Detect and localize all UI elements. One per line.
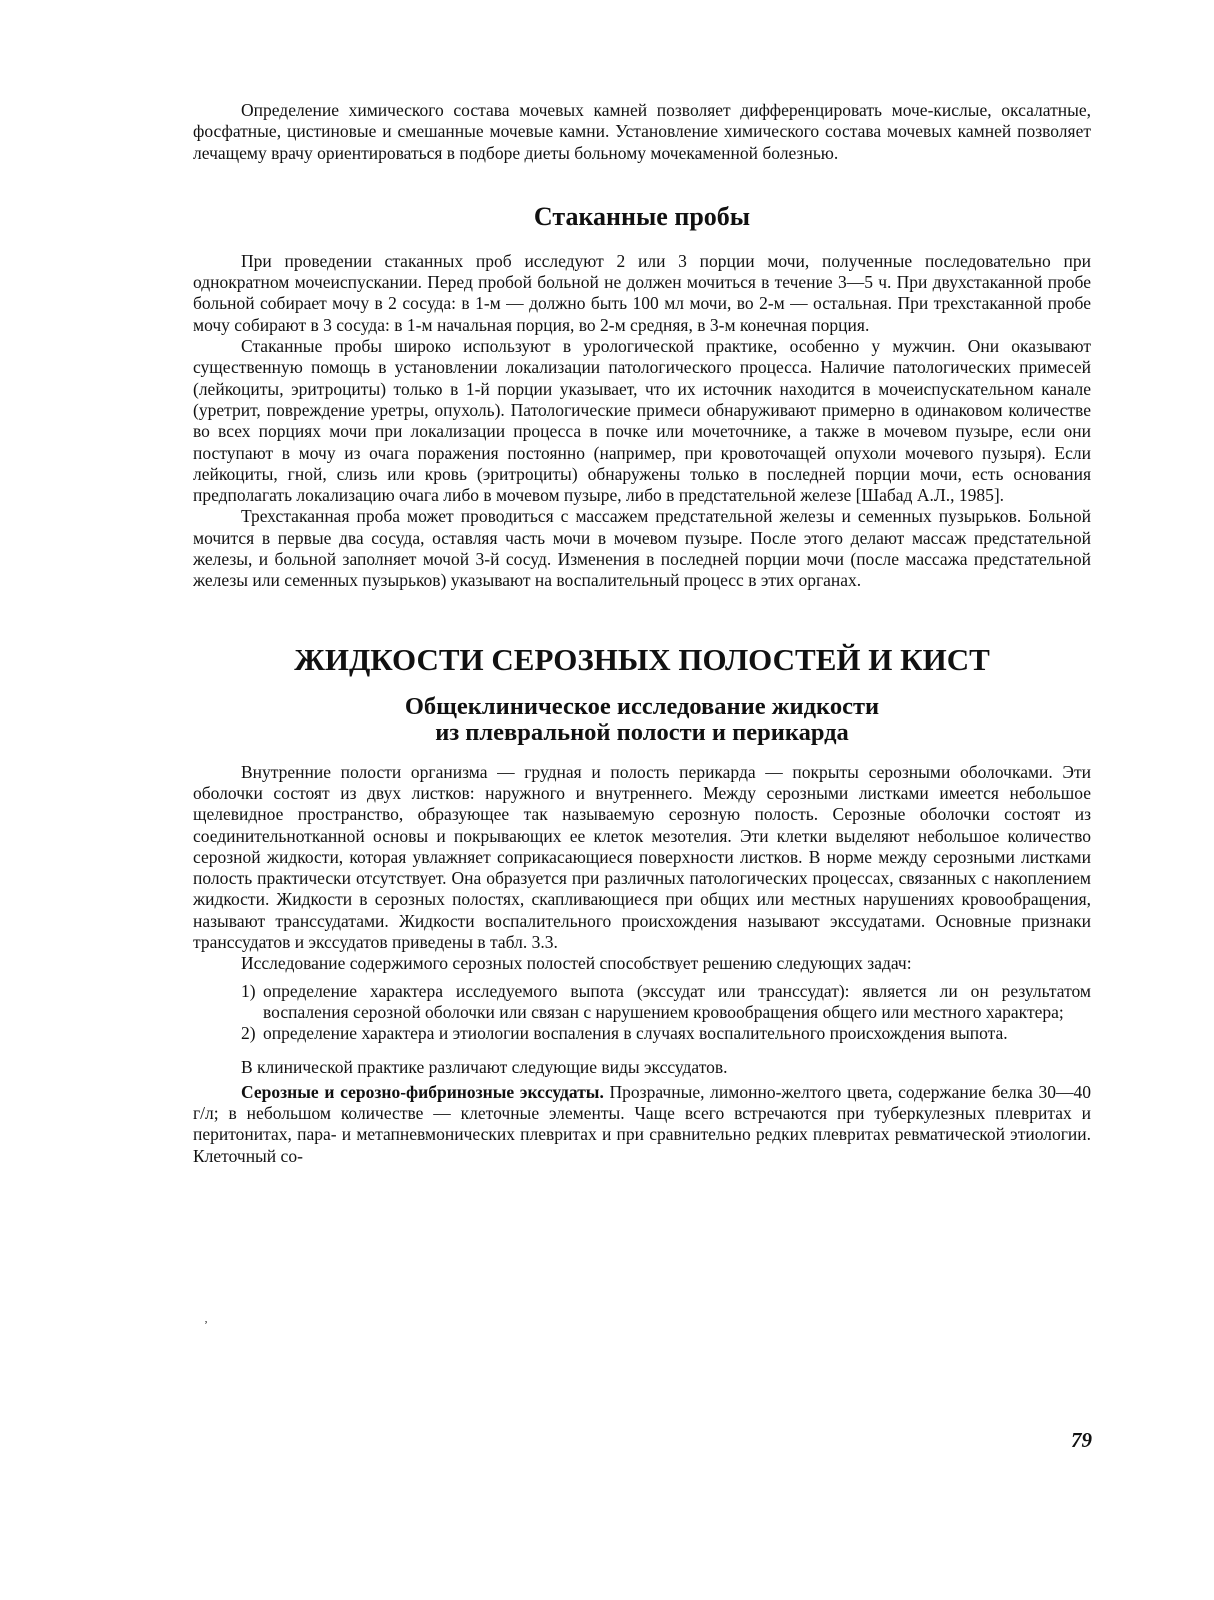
list-item <box>193 981 1091 1024</box>
list-item-number: 1) <box>241 980 256 1001</box>
serous-paragraph-3: В клинической практике различают следующие виды экссудатов. <box>241 1056 728 1077</box>
subsection-heading-line-2: из плевральной полости и перикарда <box>435 718 849 746</box>
document-page <box>193 100 1091 1167</box>
subsection-heading <box>193 694 1091 746</box>
subsection-heading-line-1: Общеклиническое исследование жидкости <box>404 692 880 720</box>
intro-paragraph: Определение химического состава мочевых камней позволяет дифференцировать моче-кислые, оксалатные, фосфатные, цистиновые и смешанные мочевые камни. Установление химического состава мочевых камней позволяет лечащему врачу ориентироваться в подборе диеты больному мочекаменной болезнью. <box>193 100 1091 163</box>
list-item <box>193 1023 1091 1044</box>
serous-paragraph-4 <box>193 1082 1091 1167</box>
serous-paragraph-1: Внутренние полости организма — грудная и полость перикарда — покрыты серозными оболочками. Эти оболочки состоят из двух листков: наружного и внутреннего. Между серозными листками имеется небольшое щелевидное пространство, образующее так называемую серозную полость. Серозные оболочки состоят из соединительнотканной основы и покрывающих ее клеток мезотелия. Эти клетки выделяют небольшое количество серозной жидкости, которая увлажняет соприкасающиеся поверхности листков. В норме между серозными листками полость практически отсутствует. Она образуется при различных патологических процессах, связанных с накоплением жидкости. Жидкости в серозных полостях, скапливающиеся при общих или местных нарушениях кровообращения, называют транссудатами. Жидкости воспалительного происхождения называют экссудатами. Основные признаки транссудатов и экссудатов приведены в табл. 3.3. <box>193 761 1091 953</box>
list-item-number: 2) <box>241 1023 256 1044</box>
exudate-type-description: Прозрачные, лимонно-желтого цвета, содержание белка 30—40 г/л; в небольшом количестве — клеточные элементы. Чаще всего встречаются при туберкулезных плевритах и перитонитах, пара- и метапневмонических плевритах и при сравнительно редких плевритах ревматической этиологии. Клеточный со- <box>193 1081 1091 1166</box>
glass-tests-heading: Стаканные пробы <box>533 201 751 231</box>
glass-tests-paragraph-3: Трехстаканная проба может проводиться с массажем предстательной железы и семенных пузырьков. Больной мочится в первые два сосуда, оставляя часть мочи в мочевом пузыре. После этого делают массаж предстательной железы, и больной заполняет мочой 3-й сосуд. Изменения в последней порции мочи (после массажа предстательной железы или семенных пузырьков) указывают на воспалительный процесс в этих органах. <box>193 506 1091 591</box>
list-item-text: определение характера и этиологии воспаления в случаях воспалительного происхождения выпота. <box>263 1023 1008 1044</box>
task-list <box>193 981 1091 1045</box>
page-number: 79 <box>1071 1428 1092 1452</box>
list-item-text: определение характера исследуемого выпота (экссудат или транссудат): является ли он результатом воспаления серозной оболочки или связан с нарушением кровообращения общего или местного характера; <box>263 980 1091 1022</box>
serous-paragraph-2: Исследование содержимого серозных полостей способствует решению следующих задач: <box>241 953 912 974</box>
main-section-heading: ЖИДКОСТИ СЕРОЗНЫХ ПОЛОСТЕЙ И КИСТ <box>294 641 990 677</box>
exudate-type-term: Серозные и серозно-фибринозные экссудаты. <box>241 1081 604 1102</box>
glass-tests-paragraph-1: При проведении стаканных проб исследуют 2 или 3 порции мочи, полученные последовательно при однократном мочеиспускании. Перед пробой больной не должен мочиться в течение 3—5 ч. При двухстаканной пробе больной собирает мочу в 2 сосуда: в 1-м — должно быть 100 мл мочи, во 2-м — остальная. При трехстаканной пробе мочу собирают в 3 сосуда: в 1-м начальная порция, во 2-м средняя, в 3-м конечная порция. <box>193 250 1091 335</box>
stray-mark: ʼ <box>204 1318 208 1332</box>
glass-tests-paragraph-2: Стаканные пробы широко используют в урологической практике, особенно у мужчин. Они оказывают существенную помощь в установлении локализации патологического процесса. Наличие патологических примесей (лейкоциты, эритроциты) только в 1-й порции указывает, что их источник находится в мочеиспускательном канале (уретрит, повреждение уретры, опухоль). Патологические примеси обнаруживают примерно в одинаковом количестве во всех порциях мочи при локализации процесса в почке или мочеточнике, а также в мочевом пузыре, если они поступают в мочу из очага поражения постоянно (например, при кровоточащей опухоли мочевого пузыря). Если лейкоциты, гной, слизь или кровь (эритроциты) обнаружены только в последней порции мочи, есть основания предполагать локализацию очага либо в мочевом пузыре, либо в предстательной железе [Шабад А.Л., 1985]. <box>193 336 1091 506</box>
